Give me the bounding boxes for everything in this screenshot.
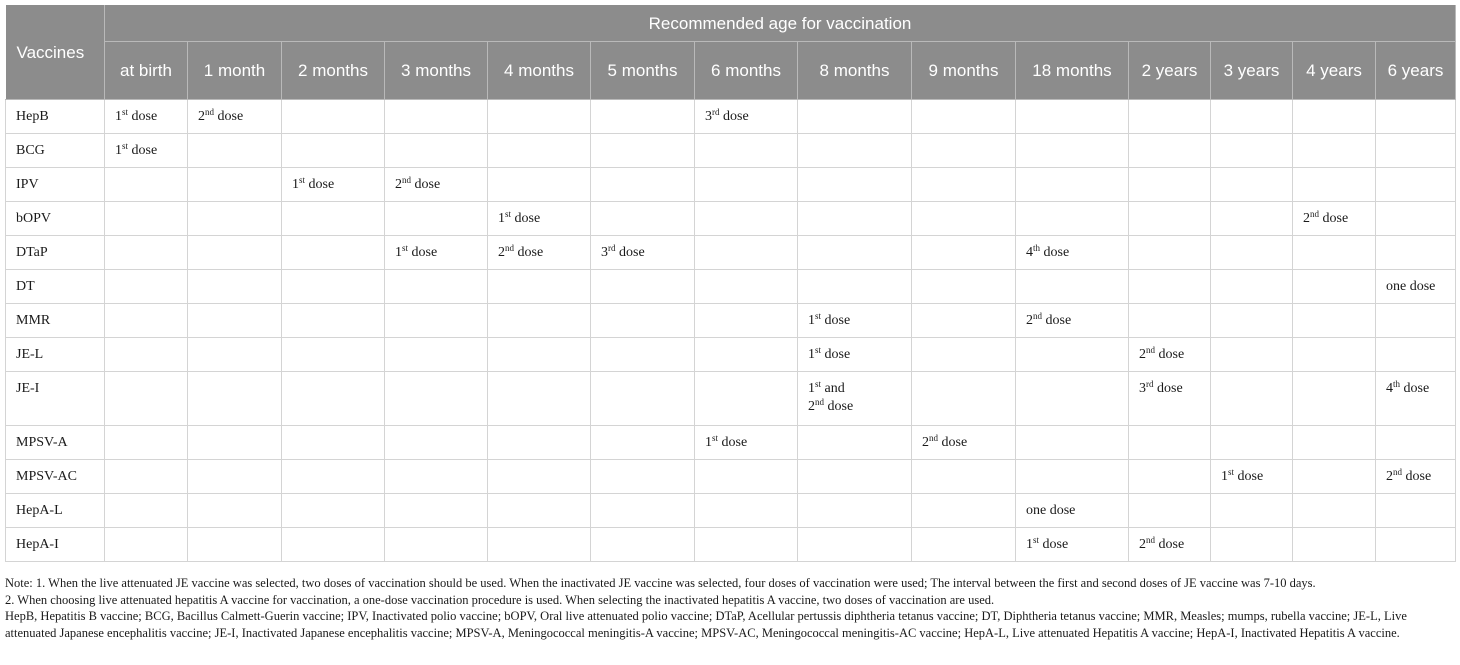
dose-label: 1st dose — [1026, 535, 1069, 552]
schedule-cell — [591, 338, 695, 372]
table-row — [6, 270, 1456, 304]
age-header: 9 months — [912, 42, 1016, 100]
dose-label: 4th dose — [1026, 243, 1070, 260]
vaccine-name: DTaP — [6, 236, 105, 270]
schedule-cell — [1376, 460, 1456, 494]
schedule-cell — [1016, 460, 1129, 494]
schedule-cell — [488, 100, 591, 134]
vaccine-name: DT — [6, 270, 105, 304]
schedule-cell — [105, 100, 188, 134]
age-header: 2 years — [1129, 42, 1211, 100]
schedule-cell — [488, 202, 591, 236]
schedule-cell — [591, 168, 695, 202]
schedule-cell — [695, 270, 798, 304]
schedule-cell — [385, 338, 488, 372]
schedule-cell — [912, 528, 1016, 562]
schedule-cell — [1293, 338, 1376, 372]
schedule-cell — [798, 494, 912, 528]
schedule-cell — [591, 202, 695, 236]
dose-label: 2nd dose — [1386, 467, 1432, 484]
schedule-cell — [1016, 134, 1129, 168]
dose-label: 2nd dose — [1139, 345, 1185, 362]
schedule-cell — [695, 304, 798, 338]
table-row — [6, 304, 1456, 338]
table-row — [6, 236, 1456, 270]
schedule-cell — [591, 426, 695, 460]
schedule-cell — [1293, 494, 1376, 528]
schedule-cell — [1211, 528, 1293, 562]
age-header: 18 months — [1016, 42, 1129, 100]
schedule-cell — [1211, 338, 1293, 372]
vaccine-name: bOPV — [6, 202, 105, 236]
dose-label: one dose — [1026, 503, 1076, 518]
schedule-cell — [488, 426, 591, 460]
schedule-cell — [105, 426, 188, 460]
vaccines-header: Vaccines — [6, 5, 105, 100]
vaccine-name: MMR — [6, 304, 105, 338]
schedule-cell — [385, 528, 488, 562]
schedule-cell — [188, 494, 282, 528]
dose-label: 1st dose — [395, 243, 438, 260]
schedule-cell — [798, 372, 912, 426]
schedule-cell — [105, 372, 188, 426]
schedule-cell — [798, 426, 912, 460]
schedule-cell — [1129, 100, 1211, 134]
schedule-cell — [1016, 304, 1129, 338]
vaccine-name: JE-L — [6, 338, 105, 372]
schedule-cell — [1293, 426, 1376, 460]
schedule-cell — [1129, 528, 1211, 562]
schedule-cell — [1376, 202, 1456, 236]
schedule-cell — [282, 338, 385, 372]
schedule-cell — [188, 338, 282, 372]
age-header: 2 months — [282, 42, 385, 100]
schedule-cell — [1016, 202, 1129, 236]
table-row — [6, 338, 1456, 372]
schedule-cell — [105, 494, 188, 528]
vaccine-name: HepB — [6, 100, 105, 134]
schedule-cell — [695, 494, 798, 528]
schedule-cell — [1016, 100, 1129, 134]
schedule-cell — [488, 304, 591, 338]
schedule-cell — [1129, 270, 1211, 304]
dose-label: 1st dose — [115, 141, 158, 158]
schedule-cell — [385, 426, 488, 460]
schedule-cell — [188, 168, 282, 202]
schedule-table — [5, 5, 1456, 562]
schedule-cell — [912, 372, 1016, 426]
schedule-cell — [1129, 426, 1211, 460]
schedule-cell — [488, 338, 591, 372]
schedule-cell — [1129, 134, 1211, 168]
schedule-cell — [1293, 236, 1376, 270]
schedule-cell — [1211, 202, 1293, 236]
schedule-cell — [695, 372, 798, 426]
dose-label: one dose — [1386, 279, 1436, 294]
schedule-cell — [488, 168, 591, 202]
note-2: 2. When choosing live attenuated hepatitis A vaccine for vaccination, a one-dose vaccination procedure is used. When selecting the inactivated hepatitis A vaccine, two doses of vaccination are used. — [5, 592, 995, 607]
age-header: 4 years — [1293, 42, 1376, 100]
schedule-cell — [282, 270, 385, 304]
schedule-cell — [1129, 460, 1211, 494]
schedule-cell — [1293, 168, 1376, 202]
table-row — [6, 460, 1456, 494]
schedule-cell — [1129, 372, 1211, 426]
table-row — [6, 134, 1456, 168]
age-header: 5 months — [591, 42, 695, 100]
schedule-cell — [385, 494, 488, 528]
schedule-cell — [912, 134, 1016, 168]
dose-label: 3rd dose — [601, 243, 645, 260]
dose-label: 1st dose — [1221, 467, 1264, 484]
schedule-cell — [1211, 460, 1293, 494]
schedule-cell — [591, 460, 695, 494]
vaccine-name: JE-I — [6, 372, 105, 426]
schedule-cell — [695, 236, 798, 270]
schedule-cell — [105, 304, 188, 338]
schedule-cell — [282, 528, 385, 562]
schedule-cell — [912, 338, 1016, 372]
schedule-cell — [1376, 304, 1456, 338]
vaccine-name: MPSV-AC — [6, 460, 105, 494]
schedule-cell — [798, 460, 912, 494]
dose-label: 2nd dose — [922, 433, 968, 450]
age-header: 1 month — [188, 42, 282, 100]
schedule-cell — [1129, 304, 1211, 338]
schedule-cell — [105, 202, 188, 236]
schedule-cell — [695, 460, 798, 494]
schedule-cell — [695, 528, 798, 562]
note-1: Note: 1. When the live attenuated JE vaccine was selected, two doses of vaccination should be used. When the inactivated JE vaccine was selected, four doses of vaccination were used; The interval between the first and second doses of JE vaccine was 7-10 days. — [5, 576, 1316, 590]
schedule-cell — [385, 134, 488, 168]
schedule-cell — [385, 100, 488, 134]
schedule-cell — [1211, 270, 1293, 304]
schedule-cell — [798, 168, 912, 202]
schedule-cell — [1016, 270, 1129, 304]
schedule-cell — [912, 304, 1016, 338]
dose-label: 2nd dose — [1303, 209, 1349, 226]
table-row — [6, 528, 1456, 562]
schedule-cell — [188, 134, 282, 168]
schedule-cell — [488, 372, 591, 426]
schedule-cell — [912, 426, 1016, 460]
age-header: 4 months — [488, 42, 591, 100]
schedule-cell — [1129, 236, 1211, 270]
schedule-cell — [798, 270, 912, 304]
schedule-cell — [188, 528, 282, 562]
schedule-cell — [282, 100, 385, 134]
abbreviations-note: HepB, Hepatitis B vaccine; BCG, Bacillus Calmett-Guerin vaccine; IPV, Inactivated polio vaccine; bOPV, Oral live attenuated polio vaccine; DTaP, Acellular pertussis diphtheria tetanus vaccine; DT, Diphtheria tetanus vaccine; MMR, Measles; mumps, rubella vaccine; JE-L, Live attenuated Japanese encephalitis vaccine; JE-I, Inactivated Japanese encephalitis vaccine; MPSV-A, Meningococcal meningitis-A vaccine; MPSV-AC, Meningococcal meningitis-AC vaccine; HepA-L, Live attenuated Hepatitis A vaccine; HepA-I, Inactivated Hepatitis A vaccine. — [5, 609, 1407, 640]
schedule-cell — [591, 372, 695, 426]
table-row — [6, 494, 1456, 528]
schedule-cell — [591, 134, 695, 168]
schedule-cell — [1376, 168, 1456, 202]
dose-label: 1st dose — [292, 175, 335, 192]
age-header: 6 years — [1376, 42, 1456, 100]
schedule-cell — [912, 460, 1016, 494]
vaccine-name: HepA-L — [6, 494, 105, 528]
schedule-cell — [282, 304, 385, 338]
schedule-cell — [1129, 168, 1211, 202]
schedule-cell — [282, 426, 385, 460]
schedule-cell — [282, 236, 385, 270]
age-group-header: Recommended age for vaccination — [105, 5, 1456, 42]
dose-label: 2nd dose — [808, 397, 854, 414]
schedule-cell — [105, 460, 188, 494]
vaccine-name: BCG — [6, 134, 105, 168]
schedule-cell — [798, 236, 912, 270]
schedule-cell — [385, 236, 488, 270]
schedule-cell — [105, 236, 188, 270]
schedule-cell — [188, 270, 282, 304]
schedule-cell — [105, 270, 188, 304]
schedule-cell — [1016, 236, 1129, 270]
schedule-cell — [695, 134, 798, 168]
vaccine-name: MPSV-A — [6, 426, 105, 460]
schedule-cell — [188, 100, 282, 134]
schedule-cell — [385, 168, 488, 202]
schedule-cell — [1129, 338, 1211, 372]
dose-label: 1st dose — [808, 345, 851, 362]
schedule-cell — [1376, 338, 1456, 372]
vaccination-schedule — [5, 5, 1455, 562]
schedule-cell — [1129, 494, 1211, 528]
schedule-cell — [488, 494, 591, 528]
age-header: at birth — [105, 42, 188, 100]
dose-label: 2nd dose — [1026, 311, 1072, 328]
schedule-cell — [1211, 426, 1293, 460]
schedule-cell — [282, 460, 385, 494]
schedule-cell — [798, 528, 912, 562]
schedule-cell — [798, 338, 912, 372]
schedule-cell — [385, 460, 488, 494]
dose-label: 3rd dose — [1139, 379, 1183, 396]
schedule-cell — [105, 168, 188, 202]
table-row — [6, 100, 1456, 134]
schedule-cell — [282, 134, 385, 168]
schedule-cell — [912, 168, 1016, 202]
schedule-cell — [282, 168, 385, 202]
schedule-cell — [105, 134, 188, 168]
table-row — [6, 372, 1456, 426]
dose-label: 1st dose — [808, 311, 851, 328]
age-header: 3 months — [385, 42, 488, 100]
schedule-cell — [488, 236, 591, 270]
schedule-cell — [1293, 134, 1376, 168]
schedule-cell — [1376, 372, 1456, 426]
schedule-cell — [912, 494, 1016, 528]
schedule-cell — [695, 338, 798, 372]
schedule-cell — [798, 202, 912, 236]
schedule-cell — [188, 372, 282, 426]
dose-label: 2nd dose — [1139, 535, 1185, 552]
table-row — [6, 426, 1456, 460]
schedule-cell — [105, 528, 188, 562]
schedule-cell — [695, 100, 798, 134]
schedule-cell — [1211, 236, 1293, 270]
schedule-cell — [912, 100, 1016, 134]
schedule-cell — [1016, 168, 1129, 202]
schedule-cell — [188, 426, 282, 460]
schedule-cell — [385, 202, 488, 236]
dose-label: 1st dose — [705, 433, 748, 450]
schedule-cell — [385, 270, 488, 304]
schedule-cell — [591, 494, 695, 528]
dose-label: 2nd dose — [395, 175, 441, 192]
schedule-cell — [1016, 528, 1129, 562]
schedule-cell — [591, 270, 695, 304]
schedule-cell — [1293, 304, 1376, 338]
vaccine-name: IPV — [6, 168, 105, 202]
schedule-cell — [282, 202, 385, 236]
age-header: 6 months — [695, 42, 798, 100]
schedule-cell — [1376, 426, 1456, 460]
schedule-cell — [1211, 100, 1293, 134]
schedule-cell — [798, 100, 912, 134]
schedule-cell — [1016, 338, 1129, 372]
schedule-cell — [1376, 100, 1456, 134]
dose-label: 1st dose — [115, 107, 158, 124]
schedule-cell — [385, 304, 488, 338]
schedule-cell — [1376, 494, 1456, 528]
table-notes — [5, 575, 1455, 641]
schedule-cell — [695, 202, 798, 236]
schedule-cell — [1016, 494, 1129, 528]
schedule-cell — [488, 528, 591, 562]
schedule-cell — [695, 426, 798, 460]
schedule-cell — [1211, 134, 1293, 168]
dose-label: 1st and — [808, 379, 845, 396]
schedule-cell — [591, 236, 695, 270]
schedule-cell — [695, 168, 798, 202]
schedule-cell — [1376, 270, 1456, 304]
schedule-cell — [912, 236, 1016, 270]
schedule-cell — [1016, 372, 1129, 426]
dose-label: 2nd dose — [498, 243, 544, 260]
dose-label: 3rd dose — [705, 107, 749, 124]
schedule-cell — [1293, 270, 1376, 304]
vaccine-name: HepA-I — [6, 528, 105, 562]
schedule-cell — [912, 270, 1016, 304]
dose-label: 2nd dose — [198, 107, 244, 124]
schedule-cell — [282, 494, 385, 528]
schedule-cell — [282, 372, 385, 426]
schedule-cell — [105, 338, 188, 372]
schedule-cell — [1129, 202, 1211, 236]
dose-label: 1st dose — [498, 209, 541, 226]
schedule-cell — [1211, 168, 1293, 202]
schedule-cell — [188, 460, 282, 494]
schedule-cell — [1376, 528, 1456, 562]
table-row — [6, 168, 1456, 202]
schedule-cell — [1211, 372, 1293, 426]
table-row — [6, 202, 1456, 236]
schedule-cell — [188, 236, 282, 270]
schedule-cell — [798, 134, 912, 168]
schedule-cell — [1376, 134, 1456, 168]
schedule-cell — [1211, 304, 1293, 338]
schedule-cell — [488, 270, 591, 304]
dose-label: 4th dose — [1386, 379, 1430, 396]
schedule-cell — [1293, 100, 1376, 134]
schedule-cell — [912, 202, 1016, 236]
age-header: 8 months — [798, 42, 912, 100]
schedule-cell — [591, 100, 695, 134]
schedule-cell — [1211, 494, 1293, 528]
age-header: 3 years — [1211, 42, 1293, 100]
schedule-cell — [385, 372, 488, 426]
schedule-cell — [591, 304, 695, 338]
schedule-cell — [1376, 236, 1456, 270]
schedule-cell — [798, 304, 912, 338]
schedule-cell — [1293, 460, 1376, 494]
schedule-cell — [188, 304, 282, 338]
schedule-cell — [1293, 372, 1376, 426]
schedule-cell — [1293, 202, 1376, 236]
schedule-cell — [488, 134, 591, 168]
schedule-cell — [1293, 528, 1376, 562]
schedule-cell — [488, 460, 591, 494]
schedule-cell — [188, 202, 282, 236]
schedule-cell — [591, 528, 695, 562]
schedule-cell — [1016, 426, 1129, 460]
